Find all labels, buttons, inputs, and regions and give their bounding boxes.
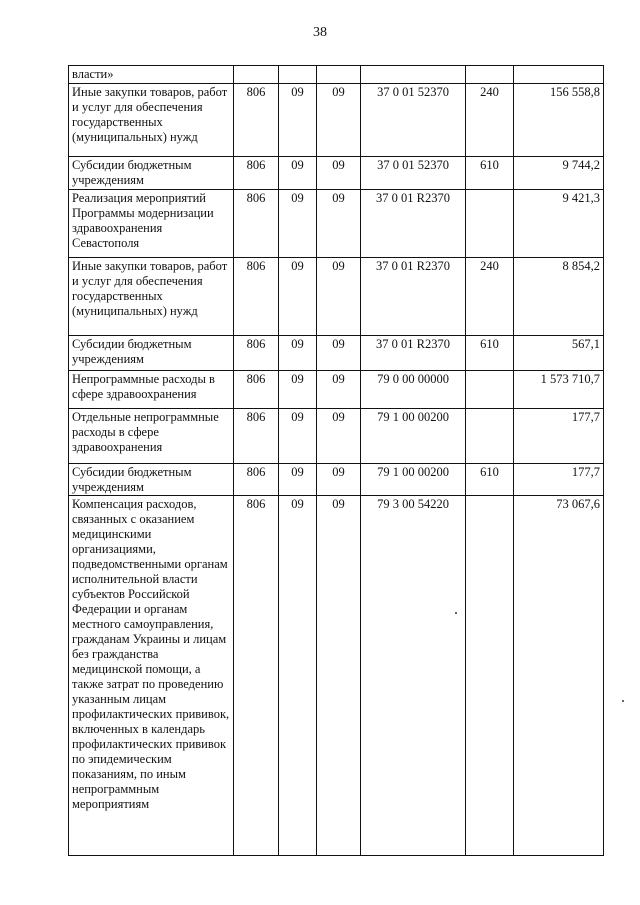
row-ved: 806 xyxy=(234,409,279,464)
table-row xyxy=(69,66,604,84)
row-amount: 177,7 xyxy=(514,464,604,496)
row-name: Компенсация расходов, связанных с оказанием медицинскими организациями, подведомственными органам исполнительной власти субъектов Российской Федерации и органам местного самоуправления, гражданам Украины и лицам без гражданства медицинской помощи, а также затрат по проведению указанным лицам профилактических прививок, включенных в календарь профилактических прививок по эпидемическим показаниям, по иным непрограммным мероприятиям xyxy=(69,496,234,856)
row-expense-type: 240 xyxy=(466,84,514,157)
row-section: 09 xyxy=(279,409,317,464)
row-target: 37 0 01 52370 xyxy=(361,157,466,190)
row-target: 79 0 00 00000 xyxy=(361,371,466,409)
row-amount: 567,1 xyxy=(514,336,604,371)
row-subsection: 09 xyxy=(317,371,361,409)
scan-speck xyxy=(622,700,624,702)
table-row xyxy=(69,496,604,856)
row-expense-type: 610 xyxy=(466,157,514,190)
row-target xyxy=(361,66,466,84)
scan-speck xyxy=(455,612,457,614)
row-subsection: 09 xyxy=(317,409,361,464)
row-amount: 8 854,2 xyxy=(514,258,604,336)
row-target: 37 0 01 R2370 xyxy=(361,336,466,371)
budget-table xyxy=(68,65,604,856)
row-name: Реализация мероприятий Программы модернизации здравоохранения Севастополя xyxy=(69,190,234,258)
row-section: 09 xyxy=(279,336,317,371)
row-section: 09 xyxy=(279,157,317,190)
row-expense-type: 240 xyxy=(466,258,514,336)
row-subsection: 09 xyxy=(317,464,361,496)
row-expense-type xyxy=(466,371,514,409)
row-expense-type: 610 xyxy=(466,464,514,496)
row-subsection: 09 xyxy=(317,157,361,190)
row-ved: 806 xyxy=(234,157,279,190)
row-name: Отдельные непрограммные расходы в сфере здравоохранения xyxy=(69,409,234,464)
row-name: Иные закупки товаров, работ и услуг для обеспечения государственных (муниципальных) нужд xyxy=(69,84,234,157)
table-row xyxy=(69,157,604,190)
row-name: Иные закупки товаров, работ и услуг для обеспечения государственных (муниципальных) нужд xyxy=(69,258,234,336)
page-number: 38 xyxy=(313,25,327,40)
row-amount: 9 421,3 xyxy=(514,190,604,258)
row-expense-type xyxy=(466,66,514,84)
row-ved: 806 xyxy=(234,464,279,496)
row-target: 37 0 01 R2370 xyxy=(361,258,466,336)
row-name: Непрограммные расходы в сфере здравоохранения xyxy=(69,371,234,409)
row-section: 09 xyxy=(279,464,317,496)
row-name: власти» xyxy=(69,66,234,84)
table-row xyxy=(69,258,604,336)
row-target: 79 1 00 00200 xyxy=(361,409,466,464)
table-row xyxy=(69,371,604,409)
table-row xyxy=(69,464,604,496)
row-amount: 177,7 xyxy=(514,409,604,464)
row-section: 09 xyxy=(279,258,317,336)
table-row xyxy=(69,409,604,464)
row-subsection: 09 xyxy=(317,496,361,856)
row-name: Субсидии бюджетным учреждениям xyxy=(69,464,234,496)
row-target: 79 1 00 00200 xyxy=(361,464,466,496)
table-row xyxy=(69,84,604,157)
row-expense-type xyxy=(466,409,514,464)
row-section xyxy=(279,66,317,84)
table-row xyxy=(69,336,604,371)
row-expense-type xyxy=(466,190,514,258)
row-ved: 806 xyxy=(234,84,279,157)
table-row xyxy=(69,190,604,258)
row-ved: 806 xyxy=(234,336,279,371)
row-expense-type xyxy=(466,496,514,856)
row-name: Субсидии бюджетным учреждениям xyxy=(69,157,234,190)
row-subsection xyxy=(317,66,361,84)
row-subsection: 09 xyxy=(317,190,361,258)
row-ved xyxy=(234,66,279,84)
row-target: 79 3 00 54220 xyxy=(361,496,466,856)
row-target: 37 0 01 52370 xyxy=(361,84,466,157)
row-expense-type: 610 xyxy=(466,336,514,371)
row-section: 09 xyxy=(279,371,317,409)
row-amount xyxy=(514,66,604,84)
row-amount: 73 067,6 xyxy=(514,496,604,856)
row-amount: 156 558,8 xyxy=(514,84,604,157)
row-ved: 806 xyxy=(234,496,279,856)
row-amount: 9 744,2 xyxy=(514,157,604,190)
row-subsection: 09 xyxy=(317,336,361,371)
row-ved: 806 xyxy=(234,258,279,336)
row-section: 09 xyxy=(279,84,317,157)
row-section: 09 xyxy=(279,190,317,258)
row-ved: 806 xyxy=(234,190,279,258)
row-subsection: 09 xyxy=(317,84,361,157)
row-name: Субсидии бюджетным учреждениям xyxy=(69,336,234,371)
row-ved: 806 xyxy=(234,371,279,409)
row-subsection: 09 xyxy=(317,258,361,336)
row-amount: 1 573 710,7 xyxy=(514,371,604,409)
row-section: 09 xyxy=(279,496,317,856)
row-target: 37 0 01 R2370 xyxy=(361,190,466,258)
